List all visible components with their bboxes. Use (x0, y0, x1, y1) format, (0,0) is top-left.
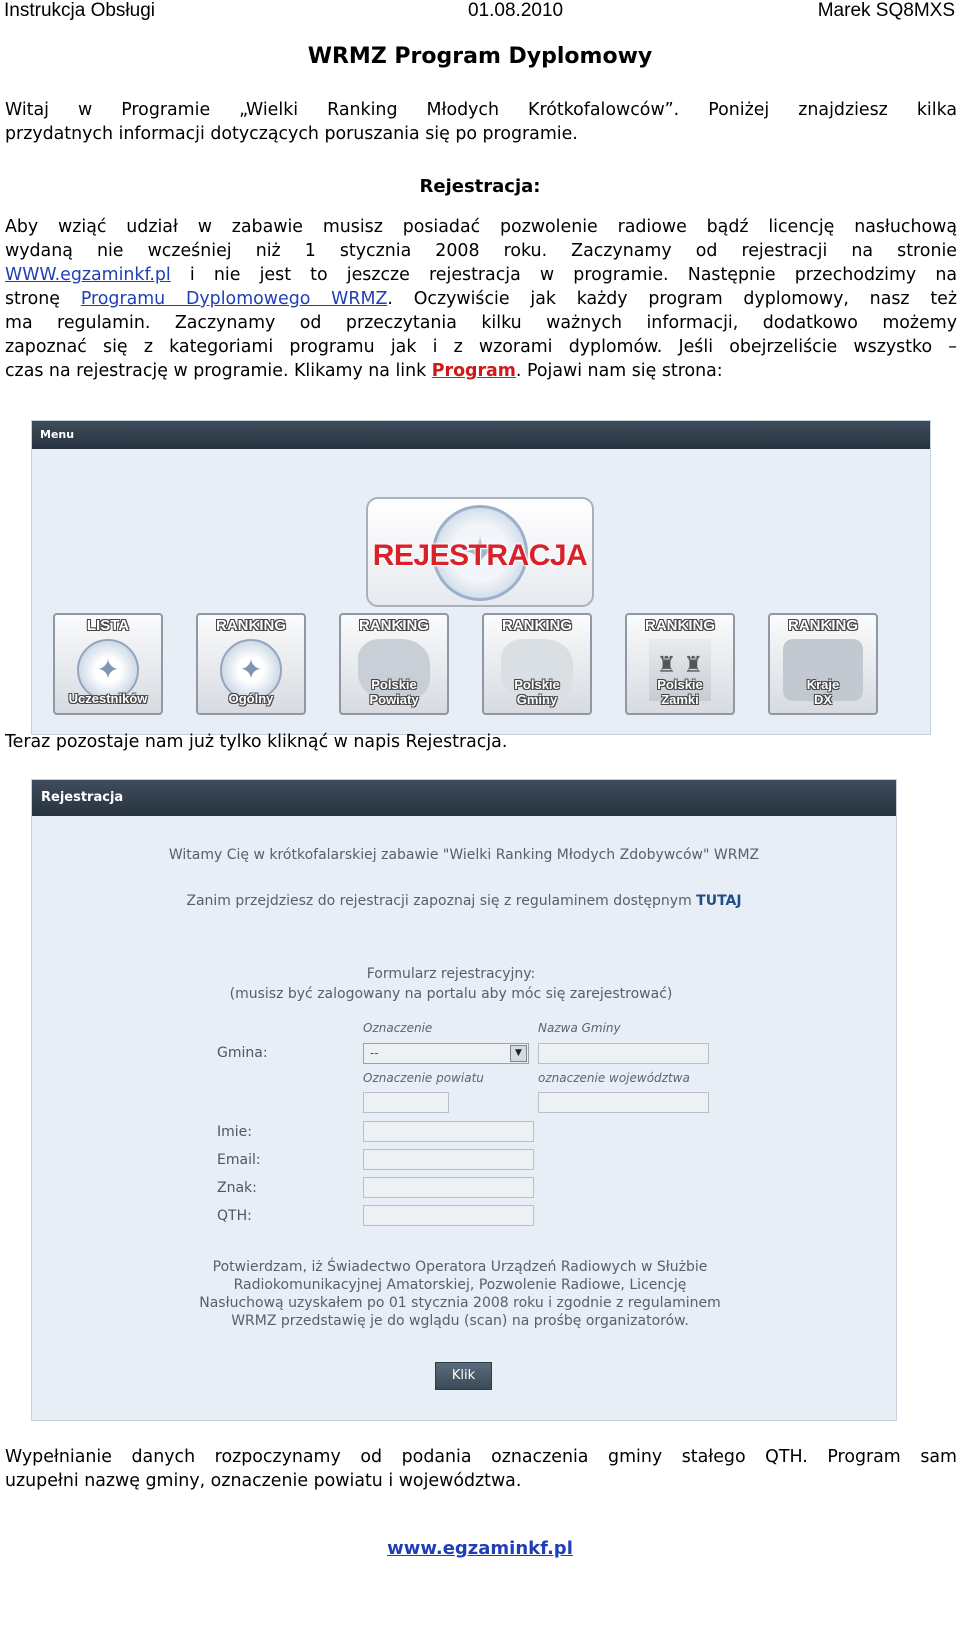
klik-button[interactable]: Klik (435, 1362, 492, 1390)
header-date: 01.08.2010 (468, 0, 564, 21)
document-title: WRMZ Program Dyplomowy (307, 44, 653, 69)
para-line (5, 287, 957, 311)
menu-screenshot (31, 420, 931, 735)
form-note: (musisz być zalogowany na portalu aby móc się zarejestrować) (229, 986, 673, 1002)
form-title: Formularz rejestracyjny: (366, 966, 536, 982)
email-field[interactable] (363, 1149, 534, 1170)
tile-top-label: RANKING (216, 617, 286, 634)
final-paragraph (5, 1445, 957, 1493)
para-text: stronę (5, 289, 81, 309)
para-line: Wypełnianie danych rozpoczynamy od podania oznaczenia gminy stałego QTH. Program sam (5, 1447, 957, 1467)
para-line: ma regulamin. Zaczynamy od przeczytania kilku ważnych informacji, dodatkowo możemy (5, 313, 957, 333)
para-text: czas na rejestrację w programie. Klikamy na link (5, 361, 432, 381)
gmina-select-value: -- (370, 1046, 379, 1060)
tile-ranking-zamki[interactable] (625, 613, 735, 715)
menu-bar: Menu (32, 421, 930, 449)
register-tile[interactable] (366, 497, 594, 607)
para-text: i nie jest to jeszcze rejestracja w programie. Następnie przechodzimy na (170, 265, 957, 285)
header-doc-type: Instrukcja Obsługi (4, 0, 156, 21)
para-line: uzupełni nazwę gminy, oznaczenie powiatu i województwa. (5, 1471, 522, 1491)
tile-top-label: RANKING (359, 617, 429, 634)
para-line: zapoznać się z kategoriami programu jak i z wzorami dyplomów. Jeśli obejrzeliście wszystko – (5, 337, 957, 357)
confirmation-text (32, 1258, 896, 1330)
para-line: Aby wziąć udział w zabawie musisz posiadać pozwolenie radiowe bądź licencję nasłuchową (5, 217, 957, 237)
header-author: Marek SQ8MXS (817, 0, 955, 21)
gmina-select[interactable] (363, 1043, 529, 1064)
confirm-line: WRMZ przedstawię je do wglądu (scan) na prośbę organizatorów. (231, 1313, 689, 1329)
intro-line: Witaj w Programie „Wielki Ranking Młodych Krótkofalowców”. Poniżej znajdziesz kilka (5, 100, 957, 120)
registration-paragraph (5, 215, 957, 383)
egzaminkf-link[interactable]: WWW.egzaminkf.pl (5, 265, 171, 285)
tile-ranking-powiaty[interactable] (339, 613, 449, 715)
registration-bar: Rejestracja (32, 780, 896, 816)
welcome-text: Witamy Cię w krótkofalarskiej zabawie "Wielki Ranking Młodych Zdobywców" WRMZ (168, 847, 760, 863)
email-label: Email: (217, 1152, 261, 1168)
tile-bottom-label: Polskie Gminy (514, 677, 560, 707)
tile-bottom-label: Polskie Zamki (657, 677, 703, 707)
para-line (5, 359, 957, 383)
tile-top-label: RANKING (502, 617, 572, 634)
paragraph-click-rejestracja: Teraz pozostaje nam już tylko kliknąć w napis Rejestracja. (5, 732, 508, 752)
footer-link[interactable]: www.egzaminkf.pl (387, 1538, 573, 1559)
chevron-down-icon: ▼ (510, 1045, 527, 1062)
tile-bottom-label: Polskie Powiaty (369, 677, 419, 707)
wojewodztwo-field[interactable] (538, 1092, 709, 1113)
confirm-line: Nasłuchową uzyskałem po 01 stycznia 2008 roku i zgodnie z regulaminem (199, 1295, 721, 1311)
tile-top-label: RANKING (788, 617, 858, 634)
confirm-line: Potwierdzam, iż Świadectwo Operatora Urządzeń Radiowych w Służbie (212, 1259, 708, 1275)
rules-pre: Zanim przejdziesz do rejestracji zapoznaj się z regulaminem dostępnym (186, 893, 697, 909)
oznaczenie-label: Oznaczenie (363, 1021, 433, 1035)
znak-label: Znak: (217, 1180, 257, 1196)
para-text: . Pojawi nam się strona: (515, 361, 723, 381)
para-line: wydaną nie wcześniej niż 1 stycznia 2008 roku. Zaczynamy od rejestracji na stronie (5, 241, 957, 261)
tile-top-label: RANKING (645, 617, 715, 634)
qth-label: QTH: (217, 1208, 252, 1224)
para-line (5, 263, 957, 287)
nazwa-gminy-field[interactable] (538, 1043, 709, 1064)
powiat-label: Oznaczenie powiatu (363, 1071, 484, 1085)
tile-ranking-gminy[interactable] (482, 613, 592, 715)
confirm-line: Radiokomunikacyjnej Amatorskiej, Pozwolenie Radiowe, Licencję (233, 1277, 687, 1293)
imie-label: Imie: (217, 1124, 252, 1140)
tile-ranking-ogolny[interactable] (196, 613, 306, 715)
document-header (0, 0, 960, 24)
section-title: Rejestracja: (419, 176, 541, 197)
imie-field[interactable] (363, 1121, 534, 1142)
tile-ranking-dx[interactable] (768, 613, 878, 715)
para-text: . Oczywiście jak każdy program dyplomowy, nasz też (387, 289, 957, 309)
intro-paragraph (5, 98, 957, 146)
tile-bottom-label: Uczestników (68, 691, 148, 706)
intro-line: przydatnych informacji dotyczących poruszania się po programie. (5, 124, 578, 144)
powiat-field[interactable] (363, 1092, 449, 1113)
tile-lista-uczestnikow[interactable] (53, 613, 163, 715)
tile-bottom-label: Ogólny (228, 691, 274, 706)
znak-field[interactable] (363, 1177, 534, 1198)
wojewodztwo-label: oznaczenie województwa (538, 1071, 690, 1085)
gmina-label: Gmina: (217, 1045, 268, 1061)
footer (0, 1538, 960, 1559)
tile-bottom-label: Kraje DX (806, 677, 840, 707)
program-link[interactable]: Program (431, 361, 516, 381)
registration-screenshot (31, 779, 897, 1421)
tutaj-link[interactable]: TUTAJ (696, 893, 742, 909)
register-tile-label: REJESTRACJA (372, 539, 588, 572)
wrmz-program-link[interactable]: Programu Dyplomowego WRMZ (80, 289, 388, 309)
tile-top-label: LISTA (86, 617, 130, 634)
qth-field[interactable] (363, 1205, 534, 1226)
rules-text (32, 893, 896, 909)
nazwa-gminy-label: Nazwa Gminy (538, 1021, 621, 1035)
